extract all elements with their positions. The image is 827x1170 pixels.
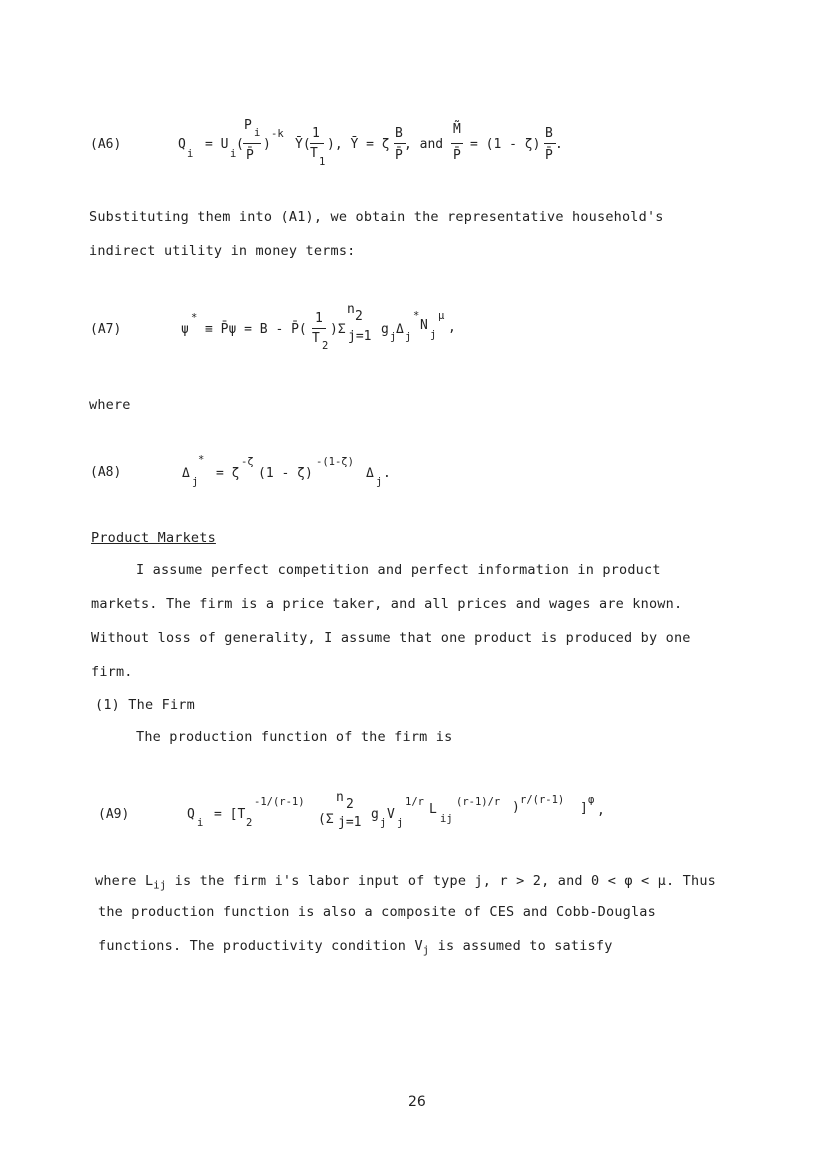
equation-term: )Σ [330,322,346,337]
equation-term: Q [187,807,195,822]
equation-subscript: j [192,476,199,488]
equation-superscript: μ [438,310,445,322]
equation-superscript: -1/(r-1) [254,796,305,808]
equation-subscript: j [380,817,387,829]
equation-term: = ζ [216,466,240,481]
fraction-numerator: M̃ [453,122,461,137]
equation-superscript: * [198,454,205,466]
fraction-bar [243,143,261,144]
equation-label: (A8) [90,465,122,480]
equation-superscript: 1/r [405,796,424,808]
equation-term: ) [512,800,520,815]
fraction-numerator: B [395,126,403,141]
text-segment: is assumed to satisfy [429,938,613,954]
text-line: markets. The firm is a price taker, and all prices and wages are known. [91,596,683,612]
equation-term: = (1 - ζ) [470,137,541,152]
equation-subscript: 2 [322,340,329,352]
equation-term: ) [263,137,271,152]
text-line: I assume perfect competition and perfect information in product [136,562,661,578]
equation-term: . [383,466,391,481]
equation-term: Δ [366,466,374,481]
text-segment: functions. The productivity condition V [98,938,423,954]
equation-subscript: 2 [355,309,363,324]
fraction-denominator: P̄ [453,148,461,163]
text-line: firm. [91,664,133,680]
equation-term: V [387,807,395,822]
equation-label: (A6) [90,137,122,152]
page-number: 26 [408,1094,426,1110]
equation-subscript: i [187,148,194,160]
equation-subscript: j [390,331,397,343]
equation-term: = U [205,137,229,152]
fraction-numerator: B [545,126,553,141]
equation-term: ), Ȳ = ζ [327,137,390,152]
equation-term: ] [580,801,588,816]
text-line: the production function is also a composite of CES and Cobb-Douglas [98,904,656,920]
equation-term: , and [404,137,444,152]
fraction-denominator: P̄ [395,148,403,163]
equation-term: g [371,807,379,822]
equation-term: ≡ P̄ψ = B - P̄( [205,322,307,337]
equation-subscript: 2 [246,817,253,829]
equation-term: g [381,322,389,337]
equation-superscript: * [191,312,198,324]
equation-superscript: * [413,310,420,322]
text-subscript: ij [153,879,167,892]
equation-term: Δ [396,322,404,337]
fraction-numerator: P [244,118,252,133]
fraction-bar [312,328,326,329]
text-line: The production function of the firm is [136,729,453,745]
equation-subscript: j [405,331,412,343]
fraction-denominator: T [310,146,318,161]
equation-subscript: 1 [319,156,326,168]
fraction-numerator: 1 [315,311,323,326]
text-segment: is the firm i's labor input of type j, r > 2, and 0 < φ < μ. Thus [166,873,716,889]
equation-superscript: -(1-ζ) [316,456,354,468]
equation-subscript: i [254,127,261,139]
sum-upper-limit: n [347,302,355,317]
text-line [98,938,613,957]
fraction-bar [310,143,324,144]
equation-term: ( [236,137,244,152]
equation-term: Ȳ( [295,137,311,152]
text-line: indirect utility in money terms: [89,243,356,259]
fraction-denominator: P̄ [545,148,553,163]
equation-term: ψ [181,322,189,337]
equation-subscript: j [430,329,437,341]
equation-superscript: -k [271,128,284,140]
equation-subscript: j [376,476,383,488]
equation-subscript: j [397,817,404,829]
equation-superscript: (r-1)/r [456,796,501,808]
equation-term: (1 - ζ) [258,466,313,481]
subsection-heading: (1) The Firm [95,697,195,713]
text-line [95,873,716,892]
equation-term: Δ [182,466,190,481]
text-subscript: j [422,944,430,957]
fraction-bar [451,143,463,144]
equation-term: = [T [214,807,246,822]
equation-label: (A7) [90,322,122,337]
text-line: Without loss of generality, I assume that one product is produced by one [91,630,691,646]
equation-subscript: ij [440,813,453,825]
equation-term: , [597,803,605,818]
equation-label: (A9) [98,807,130,822]
sum-lower-limit: j=1 [348,329,372,344]
equation-superscript: -ζ [241,456,254,468]
fraction-numerator: 1 [312,126,320,141]
equation-superscript: r/(r-1) [520,794,565,806]
text-segment: where L [95,873,154,889]
equation-term: . [555,137,563,152]
equation-subscript: i [230,148,237,160]
sum-upper-limit: n [336,790,344,805]
text-line: where [89,397,131,413]
equation-term: N [420,318,428,333]
fraction-denominator: P̄ [246,148,254,163]
equation-term: Q [178,137,186,152]
equation-term: L [429,802,437,817]
equation-superscript: φ [588,794,595,806]
sum-lower-limit: j=1 [338,815,362,830]
text-line: Substituting them into (A1), we obtain the representative household's [89,209,664,225]
fraction-denominator: T [312,331,320,346]
section-heading: Product Markets [91,530,216,546]
equation-term: (Σ [318,812,334,827]
equation-subscript: i [197,817,204,829]
equation-subscript: 2 [346,797,354,812]
equation-term: , [448,320,456,335]
